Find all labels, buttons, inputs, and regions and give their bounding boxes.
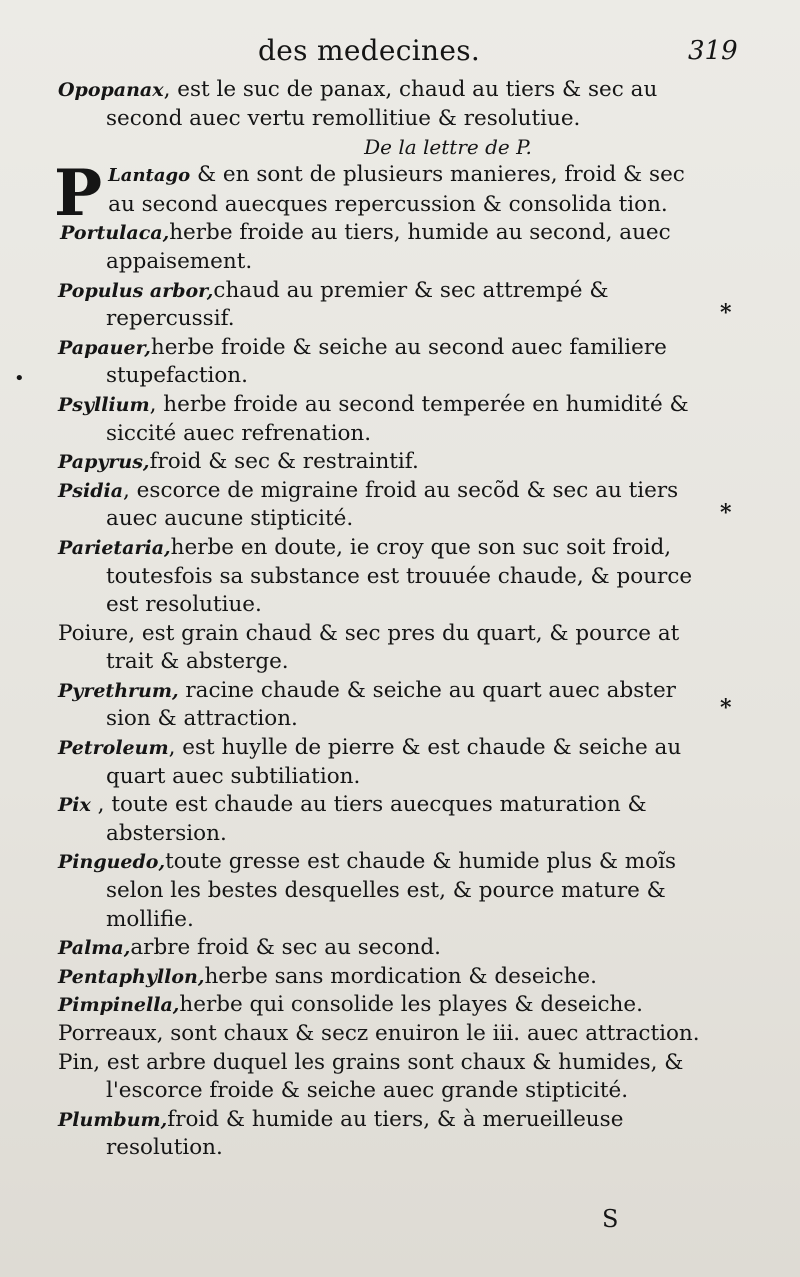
margin-bullet: • xyxy=(14,368,25,389)
entry-text: , est le suc de panax, chaud au tiers & sec au second auec vertu remollitiue & resolutiue. xyxy=(106,77,658,131)
entry-text: froid & sec & restraintif. xyxy=(149,449,419,475)
entry-text: Poiure, est grain chaud & sec pres du quart, & pource at trait & absterge. xyxy=(58,620,680,675)
entry-term: Portulaca, xyxy=(60,222,170,245)
entry-term: Opopanax xyxy=(58,79,164,101)
entry-text: , toute est chaude au tiers auecques maturation & abstersion. xyxy=(90,792,647,846)
entry-porreaux xyxy=(58,1020,718,1049)
entry-text: herbe froide & seiche au second auec familiere stupefaction. xyxy=(106,334,667,389)
entry-term: Petroleum xyxy=(58,737,169,760)
entry-parietaria xyxy=(58,534,718,620)
margin-asterisk: * xyxy=(720,500,732,526)
entry-text: racine chaude & seiche au quart auec abster sion & attraction. xyxy=(106,677,676,732)
entry-text: arbre froid & sec au second. xyxy=(130,935,441,961)
entry-term: Psidia xyxy=(58,479,124,502)
section-heading: De la lettre de P. xyxy=(364,135,532,160)
entry-pinguedo xyxy=(58,848,718,934)
page-number: 319 xyxy=(688,36,738,66)
entry-text: & en sont de plusieurs manieres, froid & sec au second auecques repercussion & consolida tion. xyxy=(108,162,685,217)
entry-pyrethrum xyxy=(58,677,718,734)
entry-text: herbe froide au tiers, humide au second, auec appaisement. xyxy=(106,220,671,274)
entry-term: Pentaphyllon, xyxy=(58,965,205,988)
signature-mark: S xyxy=(602,1205,619,1233)
entry-term: Palma, xyxy=(58,937,131,960)
margin-asterisk: * xyxy=(720,300,732,326)
entry-portulaca xyxy=(58,219,718,276)
entry-text: toute gresse est chaude & humide plus & moĩs selon les bestes desquelles est, & pource mature & mollifie. xyxy=(106,849,677,932)
entry-text: Porreaux, sont chaux & secz enuiron le iii. auec attraction. xyxy=(58,1021,700,1046)
entry-term: Plumbum, xyxy=(58,1108,168,1131)
entry-term: Papyrus, xyxy=(58,451,150,474)
entry-papyrus xyxy=(58,448,718,477)
entry-poiure xyxy=(58,620,718,677)
entry-psyllium xyxy=(58,391,718,448)
entry-text: , herbe froide au second temperée en humidité & siccité auec refrenation. xyxy=(106,391,689,446)
entry-text: , est huylle de pierre & est chaude & seiche au quart auec subtiliation. xyxy=(106,735,682,789)
margin-asterisk: * xyxy=(720,695,732,721)
entry-term: Pimpinella, xyxy=(58,994,180,1017)
entry-petroleum xyxy=(58,734,718,791)
entry-text: , escorce de migraine froid au secõd & sec au tiers auec aucune stipticité. xyxy=(106,477,679,532)
entry-pentaphyllon xyxy=(58,963,718,992)
entry-text: herbe qui consolide les playes & deseiche. xyxy=(179,992,643,1018)
entry-text: chaud au premier & sec attrempé & repercussif. xyxy=(106,277,609,332)
entry-papauer xyxy=(58,334,718,391)
entry-pix xyxy=(58,791,718,848)
entries-block xyxy=(54,76,718,1163)
entry-term: Populus arbor, xyxy=(58,279,214,302)
entry-populus xyxy=(58,277,718,334)
entry-term: Psyllium xyxy=(58,393,150,416)
entry-term: Pix xyxy=(58,794,91,817)
entry-text: herbe en doute, ie croy que son suc soit froid, toutesfois sa substance est trouuée chaude, & pource est resolutiue. xyxy=(106,534,693,618)
entry-term: Papauer, xyxy=(58,336,151,359)
entry-opopanax xyxy=(58,76,718,133)
entry-plumbum xyxy=(58,1106,718,1163)
entry-term: Pinguedo, xyxy=(58,851,166,874)
entry-pin xyxy=(58,1049,718,1106)
entry-term: Pyrethrum, xyxy=(58,679,179,702)
entry-psidia xyxy=(58,477,718,534)
entry-plantago xyxy=(54,156,718,232)
entry-text: Pin, est arbre duquel les grains sont chaux & humides, & l'escorce froide & seiche auec grande stipticité. xyxy=(58,1049,684,1104)
entry-text: herbe sans mordication & deseiche. xyxy=(204,963,597,989)
drop-cap: P xyxy=(54,156,103,232)
entry-pimpinella xyxy=(58,991,718,1020)
entry-text: froid & humide au tiers, & à merueilleuse resolution. xyxy=(106,1106,624,1161)
entry-term: Lantago xyxy=(108,165,191,187)
running-head: des medecines. xyxy=(258,34,481,67)
entry-term: Parietaria, xyxy=(58,536,171,559)
entry-palma xyxy=(58,934,718,963)
page-header xyxy=(0,34,800,70)
